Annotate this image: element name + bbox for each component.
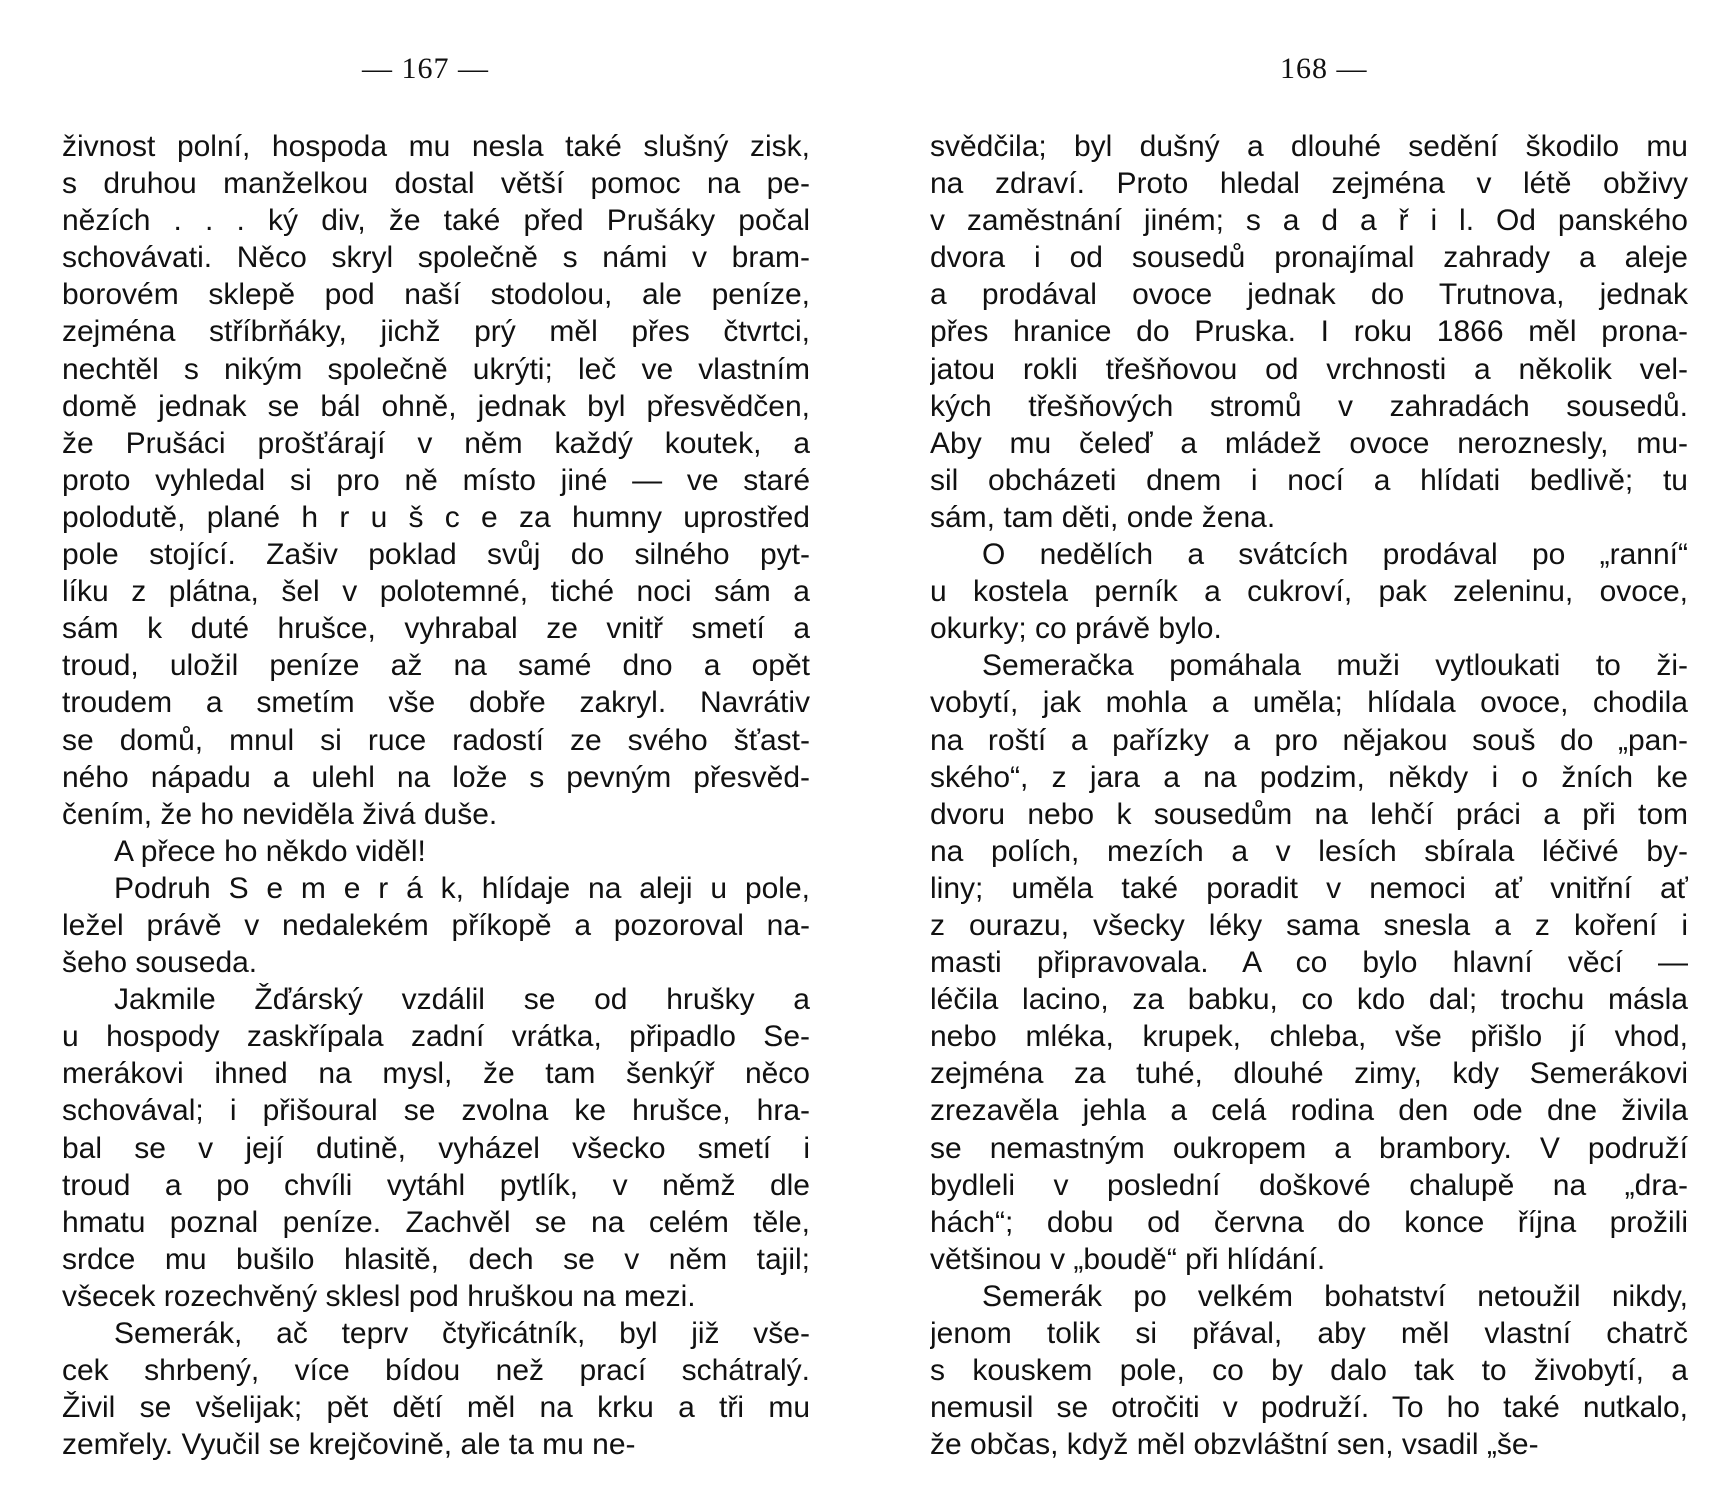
text-line: léčila lacino, za babku, co kdo dal; trochu másla	[930, 983, 1688, 1017]
text-line: schovával; i přišoural se zvolna ke hrušce, hra-	[62, 1094, 810, 1128]
text-line: jenom tolik si přával, aby měl vlastní chatrč	[930, 1317, 1688, 1350]
text-line: se domů, mnul si ruce radostí ze svého šťast-	[62, 723, 810, 757]
text-line: domě jednak se bál ohně, jednak byl přesvědčen,	[62, 389, 810, 423]
text-line: Semerák, ač teprv čtyřicátník, byl již vše-	[114, 1317, 810, 1350]
text-line: že Prušáci prošťárají v něm každý koutek, a	[62, 426, 810, 460]
text-line: sám, tam děti, onde žena.	[930, 500, 1276, 534]
page-number: 168 —	[1280, 52, 1368, 85]
right-page	[930, 0, 1688, 1500]
text-line: Podruh S e m e r á k, hlídaje na aleji u pole,	[114, 871, 810, 905]
text-line: hách“; dobu od června do konce října prožili	[930, 1205, 1688, 1239]
text-line: zemřely. Vyučil se krejčovině, ale ta mu ne-	[62, 1428, 636, 1462]
text-line: sil obcházeti dnem i nocí a hlídati bedlivě; tu	[930, 463, 1688, 497]
text-line: svědčila; byl dušný a dlouhé sedění škodilo mu	[930, 130, 1688, 163]
text-line: cek shrbený, více bídou než prací schátralý.	[62, 1354, 810, 1388]
text-line: v zaměstnání jiném; s a d a ř i l. Od panského	[930, 204, 1688, 238]
text-line: s kouskem pole, co by dalo tak to živobytí, a	[930, 1354, 1688, 1388]
page-text	[62, 128, 810, 1463]
text-line: merákovi ihned na mysl, že tam šenkýř něco	[62, 1057, 810, 1091]
text-line: zejména za tuhé, dlouhé zimy, kdy Semerákovi	[930, 1057, 1688, 1091]
text-line: srdce mu bušilo hlasitě, dech se v něm tajil;	[62, 1242, 810, 1276]
text-line: dvoru nebo k sousedům na lehčí práci a při tom	[930, 797, 1688, 831]
left-page	[62, 0, 810, 1500]
text-line: jatou rokli třešňovou od vrchnosti a několik vel-	[930, 352, 1688, 386]
text-line: polodutě, plané h r u š c e za humny uprostřed	[62, 500, 810, 534]
text-line: masti připravovala. A co bylo hlavní věcí —	[930, 946, 1688, 980]
text-line: Jakmile Žďárský vzdálil se od hrušky a	[114, 983, 810, 1017]
text-line: vobytí, jak mohla a uměla; hlídala ovoce, chodila	[930, 686, 1688, 720]
text-line: u kostela perník a cukroví, pak zeleninu, ovoce,	[930, 575, 1688, 609]
page-number: — 167 —	[362, 52, 489, 85]
text-line: liny; uměla také poradit v nemoci ať vnitřní ať	[930, 871, 1688, 905]
text-line: dvora i od sousedů pronajímal zahrady a aleje	[930, 241, 1688, 275]
text-line: zejména stříbrňáky, jichž prý měl přes čtvrtci,	[62, 315, 810, 349]
text-line: šeho souseda.	[62, 946, 258, 980]
text-line: kých třešňových stromů v zahradách sousedů.	[930, 389, 1688, 423]
text-line: čením, že ho neviděla živá duše.	[62, 797, 498, 831]
text-line: na polích, mezích a v lesích sbírala léčivé by-	[930, 834, 1688, 868]
text-line: Aby mu čeleď a mládež ovoce neroznesly, mu-	[930, 426, 1688, 460]
text-line: ležel právě v nedalekém příkopě a pozoroval na-	[62, 908, 810, 942]
text-line: u hospody zaskřípala zadní vrátka, připadlo Se-	[62, 1020, 810, 1054]
page-text	[930, 128, 1688, 1463]
text-line: zrezavěla jehla a celá rodina den ode dne živila	[930, 1094, 1688, 1128]
text-line: proto vyhledal si pro ně místo jiné — ve staré	[62, 463, 810, 497]
text-line: ského“, z jara a na podzim, někdy i o žních ke	[930, 760, 1688, 794]
text-line: všecek rozechvěný sklesl pod hruškou na mezi.	[62, 1279, 696, 1313]
text-line: z ourazu, všecky léky sama snesla a z koření i	[930, 908, 1688, 942]
text-line: nebo mléka, krupek, chleba, vše přišlo jí vhod,	[930, 1020, 1688, 1054]
text-line: nechtěl s nikým společně ukrýti; leč ve vlastním	[62, 352, 810, 386]
text-line: nězích . . . ký div, že také před Prušáky počal	[62, 204, 810, 238]
text-line: A přece ho někdo viděl!	[114, 834, 426, 868]
text-line: bydleli v poslední doškové chalupě na „dra-	[930, 1168, 1688, 1202]
text-line: schovávati. Něco skryl společně s námi v bram-	[62, 241, 810, 275]
text-line: přes hranice do Pruska. I roku 1866 měl prona-	[930, 315, 1688, 349]
text-line: hmatu poznal peníze. Zachvěl se na celém těle,	[62, 1205, 810, 1239]
text-line: že občas, když měl obzvláštní sen, vsadil „še-	[930, 1428, 1539, 1462]
text-line: s druhou manželkou dostal větší pomoc na pe-	[62, 167, 810, 201]
text-line: sám k duté hrušce, vyhrabal ze vnitř smetí a	[62, 612, 810, 646]
text-line: nemusil se otročiti v podruží. To ho také nutkalo,	[930, 1391, 1688, 1425]
text-line: na roští a pařízky a pro nějakou souš do „pan-	[930, 723, 1688, 757]
text-line: borovém sklepě pod naší stodolou, ale peníze,	[62, 278, 810, 312]
text-line: na zdraví. Proto hledal zejména v létě obživy	[930, 167, 1688, 201]
text-line: pole stojící. Zašiv poklad svůj do silného pyt-	[62, 538, 810, 572]
text-line: líku z plátna, šel v polotemné, tiché noci sám a	[62, 575, 810, 609]
text-line: bal se v její dutině, vyházel všecko smetí i	[62, 1131, 810, 1165]
text-line: Semerák po velkém bohatství netoužil nikdy,	[982, 1279, 1688, 1313]
text-line: a prodával ovoce jednak do Trutnova, jednak	[930, 278, 1688, 312]
text-line: většinou v „boudě“ při hlídání.	[930, 1242, 1326, 1276]
text-line: troud, uložil peníze až na samé dno a opět	[62, 649, 810, 683]
text-line: Semeračka pomáhala muži vytloukati to ži-	[982, 649, 1688, 683]
text-line: O nedělích a svátcích prodával po „ranní“	[982, 538, 1688, 572]
text-line: živnost polní, hospoda mu nesla také slušný zisk,	[62, 130, 810, 163]
text-line: Živil se všelijak; pět dětí měl na krku a tři mu	[62, 1391, 810, 1425]
text-line: ného nápadu a ulehl na lože s pevným přesvěd-	[62, 760, 810, 794]
text-line: se nemastným oukropem a brambory. V podruží	[930, 1131, 1688, 1165]
text-line: okurky; co právě bylo.	[930, 612, 1222, 646]
text-line: troud a po chvíli vytáhl pytlík, v němž dle	[62, 1168, 810, 1202]
text-line: troudem a smetím vše dobře zakryl. Navrátiv	[62, 686, 810, 720]
